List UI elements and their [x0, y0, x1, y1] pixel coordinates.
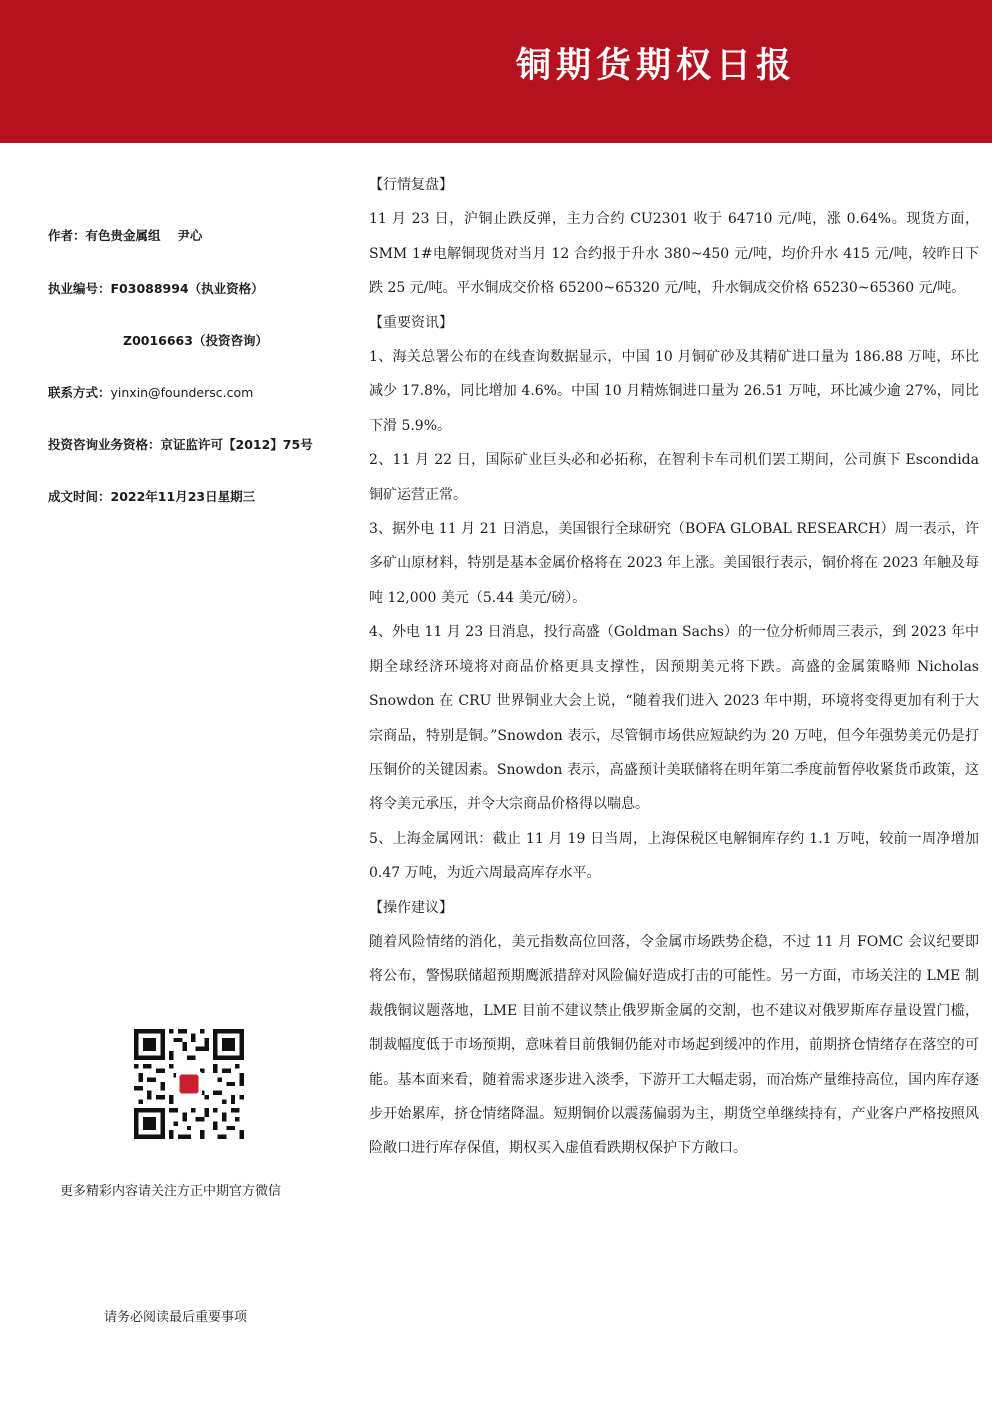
- qualification-value: 京证监许可【2012】75号: [160, 437, 313, 452]
- news-item-5: 5、上海金属网讯：截止 11 月 19 日当周，上海保税区电解铜库存约 1.1 万吨，较前一周净增加 0.47 万吨，为近六周最高库存水平。: [369, 830, 979, 882]
- date-value: 2022年11月23日星期三: [110, 489, 256, 504]
- news-item-1: 1、海关总署公布的在线查询数据显示，中国 10 月铜矿砂及其精矿进口量为 186.88 万吨，环比减少 17.8%，同比增加 4.6%。中国 10 月精炼铜进口量为 26.51 万吨，环比减少逾 27%，同比下滑 5.9%。: [369, 349, 979, 434]
- market-review-heading: 【行情复盘】: [369, 177, 453, 193]
- license-label: 执业编号：: [48, 281, 111, 296]
- qr-caption: 更多精彩内容请关注方正中期官方微信: [60, 1184, 282, 1199]
- date-label: 成文时间：: [48, 489, 111, 504]
- license-value-1: F03088994（执业资格）: [110, 281, 264, 296]
- contact-label: 联系方式：: [48, 385, 111, 400]
- license-line-2: [123, 331, 268, 349]
- news-item-2: 2、11 月 22 日，国际矿业巨头必和必拓称，在智利卡车司机们罢工期间，公司旗下 Escondida 铜矿运营正常。: [369, 452, 979, 503]
- news-item-4: 4、外电 11 月 23 日消息，投行高盛（Goldman Sachs）的一位分析师周三表示，到 2023 年中期全球经济环境将对商品价格更具支撑性，因预期美元将下跌。高盛的金属策略师 Nicholas Snowdon 在 CRU 世界铜业大会上说，“随着我们进入 2023 年中期，环境将变得更加有利于大宗商品，特别是铜。”Snowdon 表示，尽管铜市场供应短缺约为 20 万吨，但今年强势美元仍是打压铜价的关键因素。Snowdon 表示，高盛预计美联储将在明年第二季度前暂停收紧货币政策，这将令美元承压，并令大宗商品价格得以喘息。: [369, 624, 979, 813]
- footer-note: 请务必阅读最后重要事项: [104, 1310, 248, 1325]
- license-value-2: Z0016663（投资咨询）: [123, 333, 268, 348]
- market-review-text: 11 月 23 日，沪铜止跌反弹，主力合约 CU2301 收于 64710 元/吨，涨 0.64%。现货方面，SMM 1#电解铜现货对当月 12 合约报于升水 380~450 元/吨，均价升水 415 元/吨，较昨日下跌 25 元/吨。平水铜成交价格 65200~65320 元/吨，升水铜成交价格 65230~65360 元/吨。: [369, 211, 979, 297]
- qualification-label: 投资咨询业务资格：: [48, 437, 161, 452]
- contact-line: [48, 383, 253, 401]
- news-heading: 【重要资讯】: [369, 314, 453, 331]
- advice-heading: 【操作建议】: [369, 899, 453, 916]
- license-line: [48, 279, 264, 297]
- author-label: 作者：: [48, 228, 86, 243]
- advice-text: 随着风险情绪的消化，美元指数高位回落，令金属市场跌势企稳，不过 11 月 FOMC 会议纪要即将公布，警惕联储超预期鹰派措辞对风险偏好造成打击的可能性。另一方面，市场关注的 LME 制裁俄铜议题落地，LME 目前不建议禁止俄罗斯金属的交割，也不建议对俄罗斯库存量设置门槛，制裁幅度低于市场预期，意味着目前俄铜仍能对市场起到缓冲的作用，前期挤仓情绪存在落空的可能。基本面来看，随着需求逐步进入淡季，下游开工大幅走弱，而冶炼产量维持高位，国内库存逐步开始累库，挤仓情绪降温。短期铜价以震荡偏弱为主，期货空单继续持有，产业客户严格按照风险敞口进行库存保值，期权买入虚值看跌期权保护下方敞口。: [369, 933, 979, 1157]
- report-title: 铜期货期权日报: [516, 45, 797, 86]
- date-line: [48, 487, 255, 505]
- wechat-qr-code-icon: [134, 1029, 244, 1139]
- qualification-line: [48, 435, 313, 453]
- report-body: [369, 168, 979, 1166]
- header-banner: [0, 0, 992, 143]
- news-item-3: 3、据外电 11 月 21 日消息，美国银行全球研究（BOFA GLOBAL RESEARCH）周一表示，许多矿山原材料，特别是基本金属价格将在 2023 年上涨。美国银行表示，铜价将在 2023 年触及每吨 12,000 美元（5.44 美元/磅）。: [369, 521, 979, 606]
- author-line: [48, 226, 202, 244]
- author-value: 有色贵金属组 尹心: [85, 228, 203, 243]
- contact-email-link[interactable]: yinxin@foundersc.com: [110, 385, 254, 400]
